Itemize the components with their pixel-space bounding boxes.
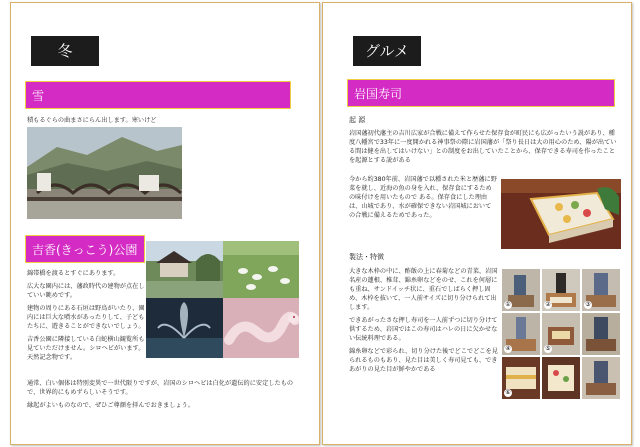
left-page [10, 2, 320, 445]
prep-step-photo [582, 357, 620, 399]
park-paragraphs [27, 269, 149, 366]
method-paragraph-2: できあがったさな押し寿司を一人前ずつに切り分けて供するため、岩国ではこの寿司はハレの日に欠かせない伝統料理である。 [349, 317, 498, 342]
prep-step-photo [502, 313, 540, 355]
prep-step-photo [582, 313, 620, 355]
method-paragraph-3: 錦糸卵などで彩られ、切り分けた後でどこでどこを見られるものもあり、見た目は美しく寿司見ても、できあがりの見た目が鮮やかである [349, 348, 498, 373]
prep-step-photo [542, 357, 580, 399]
origin-label: 起 源 [349, 116, 366, 124]
method-paragraph-1: 大きな木枠の中に、酢飯の上に春菊などの青菜、岩国名産の蓮根、椎茸、錦糸卵などをのせ、これを何層にも重ね、サンドイッチ状に、重石でしばらく押し固め、木枠を抜いて、一人前サイズに切り分けられて出します。 [349, 268, 498, 311]
white-birds-lawn-photo [223, 241, 299, 298]
iwakuni-sushi-photo [501, 179, 621, 249]
park-closing-1: 通常、白い個体は特別変異で一世代限りですが、岩国のシロヘビは白化が遺伝的に安定したもので、世界的にもめずらしいそうです。 [27, 380, 294, 396]
white-snake-photo [223, 298, 299, 358]
prep-step-photo [582, 269, 620, 311]
page-title: グルメ [353, 36, 421, 66]
method-label: 製法・特徴 [349, 253, 384, 261]
park-paragraph-1: 錦帯橋を渡るとすぐにあります。 [27, 270, 120, 277]
prep-step-photo [542, 269, 580, 311]
fountain-photo [146, 298, 223, 358]
park-closing [27, 379, 297, 414]
section-heading-snow: 雪 [25, 81, 291, 109]
castle-garden-photo [146, 241, 223, 298]
prep-step-photo [502, 269, 540, 311]
section-heading-kikko-park: 吉香(きっこう)公園 [25, 235, 145, 263]
prep-step-photo [502, 357, 540, 399]
park-paragraph-3: 建物の周りにある石垣は野鳥がいたり、園内には巨大な噴水があったりして、子どもたちに、遊きることができないでしょう。 [27, 305, 145, 330]
park-paragraph-2: 広大な園内には、藩政時代の建物が点在していい眺めです。 [27, 283, 145, 299]
history-text: 今から約380年前、岩国藩で以種された米と歴藩に野菜を就し、近海の魚の身を入れ、保存食にするための味付けを用いたもので ある。保存食にした理由は、山城であり、水が確保できない岩国城においての合戦に備えるためであった。 [349, 176, 497, 219]
park-paragraph-4: 吉香公園に隣接している白蛇横山観覧所も見ていただけません。シロヘビがいます。天然記念物です。 [27, 336, 145, 361]
prep-step-photo [542, 313, 580, 355]
step-number: ② [545, 301, 551, 308]
step-number: ③ [585, 301, 591, 308]
section-heading-iwakuni-sushi: 岩国寿司 [347, 79, 615, 107]
park-closing-2: 縁起がよいものなので、ぜひご尊顔を拝んでおきましょう。 [27, 402, 194, 409]
step-number: ④ [505, 345, 511, 352]
step-number: ⑤ [545, 345, 551, 352]
method-paragraphs [349, 267, 499, 378]
origin-text: 岩国藩初代藩主の吉川広家が合戦に備えて作らせた保存食が町民にも広がったいう説があり、種度八幡宮で33年に一度開かれる神事祭の際に岩国藩が「祭り長日は大の用心のため、陽が出ている間は健を出してはいけない」との制度をお出していたことから、保存できる寿司を作ったことを起源とする説がある [349, 130, 617, 164]
right-page [322, 2, 632, 445]
snow-caption: 積もるぐらの曲まさにらん出します。寒いけど [27, 117, 157, 124]
kintaikyo-bridge-photo [27, 127, 182, 219]
page-title: 冬 [31, 36, 99, 66]
step-number: ⑥ [505, 389, 511, 396]
step-number: ① [505, 301, 511, 308]
